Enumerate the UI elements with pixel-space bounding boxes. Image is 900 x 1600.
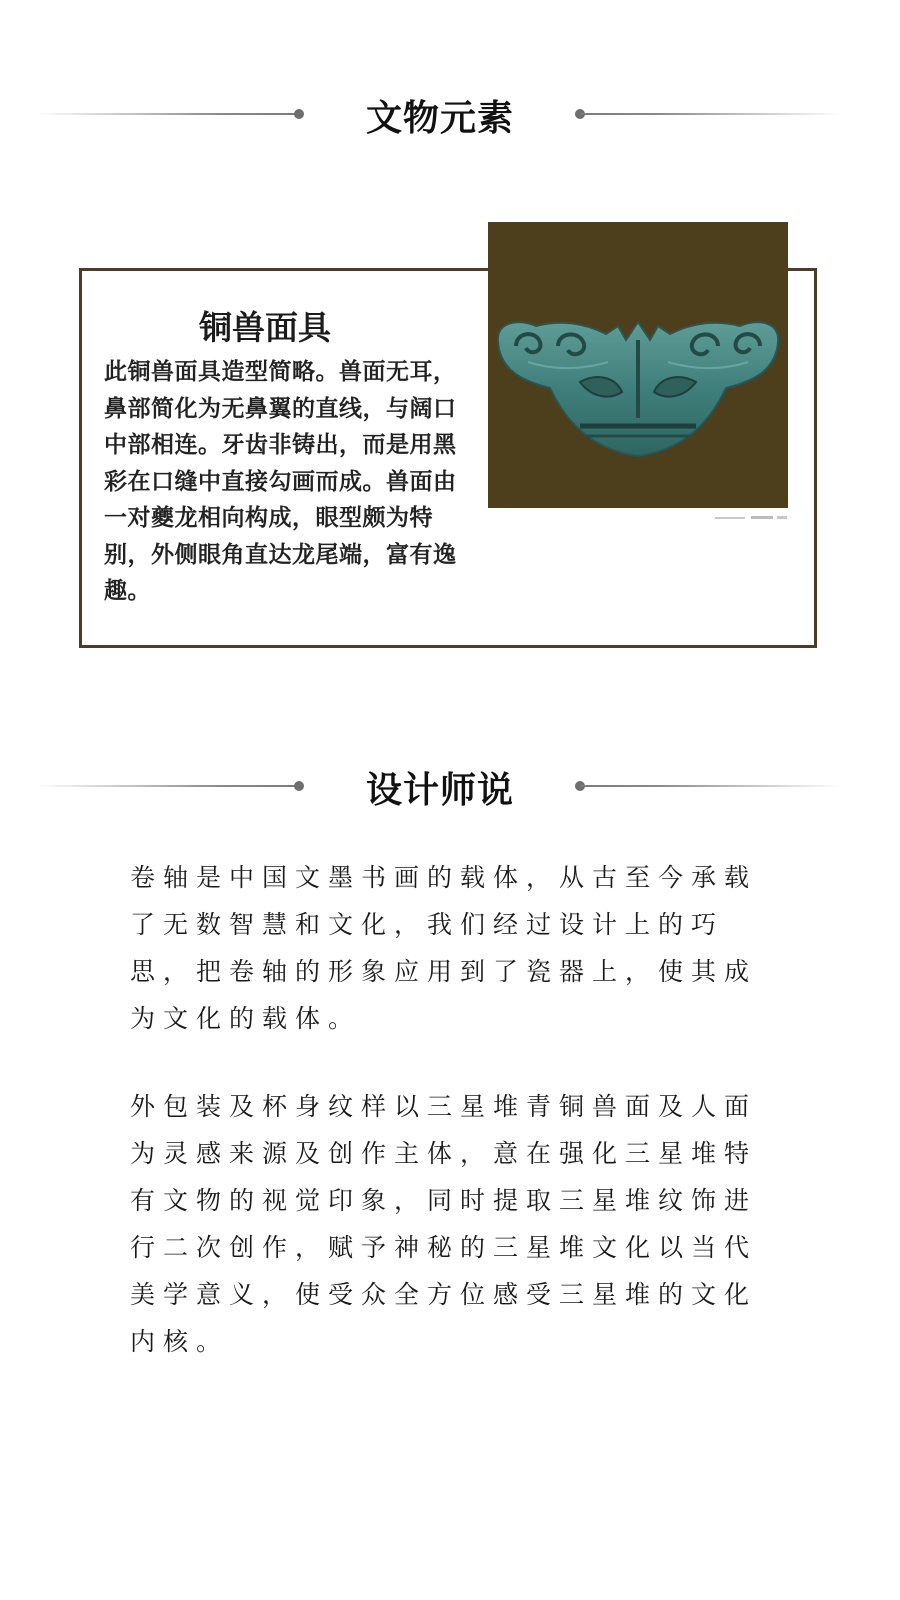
designer-paragraph-1: 卷轴是中国文墨书画的载体，从古至今承载了无数智慧和文化，我们经过设计上的巧思，把卷轴的形象应用到了瓷器上，使其成为文化的载体。 [130,863,758,1033]
section-title-artifact: 文物元素 [365,97,514,139]
artifact-description: 此铜兽面具造型简略。兽面无耳，鼻部简化为无鼻翼的直线，与阔口中部相连。牙齿非铸出，而是用黑彩在口缝中直接勾画而成。兽面由一对夔龙相向构成，眼型颇为特别，外侧眼角直达龙尾端，富有逸趣。 [104,358,457,604]
designer-paragraph-2: 外包装及杯身纹样以三星堆青铜兽面及人面为灵感来源及创作主体，意在强化三星堆特有文物的视觉印象，同时提取三星堆纹饰进行二次创作，赋予神秘的三星堆文化以当代美学意义，使受众全方位感受三星堆的文化内核。 [130,1092,758,1356]
divider-line-right [580,785,842,787]
caption-mark-icon [715,515,787,521]
section-header-artifact [0,84,900,144]
divider-line-right [580,113,842,115]
bronze-mask-image [488,222,788,508]
divider-line-left [36,113,298,115]
photo-caption-strip [715,506,787,512]
artifact-name: 铜兽面具 [199,308,331,347]
artifact-photo [488,222,788,508]
section-title-designer: 设计师说 [365,769,514,811]
divider-line-left [36,785,298,787]
section-header-designer [0,756,900,816]
